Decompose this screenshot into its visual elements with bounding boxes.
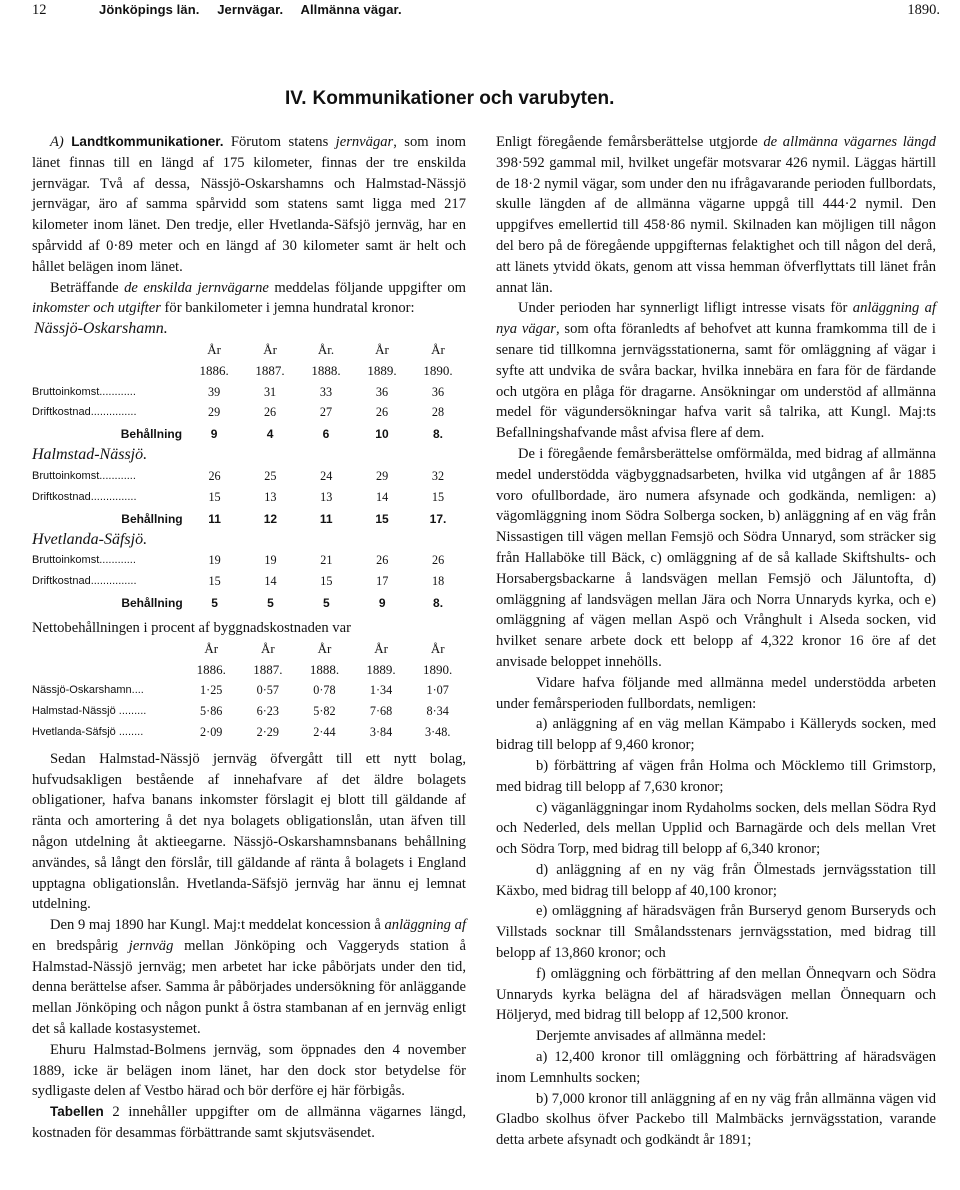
cell: 33: [319, 384, 333, 399]
cell: 17: [376, 574, 389, 589]
paragraph: [32, 915, 466, 1040]
paragraph: [32, 132, 466, 278]
row-label: Behållning: [121, 511, 183, 526]
row-label: Bruttoinkomst............: [32, 469, 136, 482]
row-label: Bruttoinkomst............: [32, 385, 136, 398]
year-label: År: [430, 640, 445, 656]
table-row: [32, 466, 466, 487]
cell: 28: [431, 405, 445, 420]
cell: 2·44: [313, 724, 336, 739]
cell: 26: [431, 553, 445, 568]
cell: 8.: [432, 427, 443, 442]
cell: 36: [375, 384, 389, 399]
railway-table: [32, 550, 466, 614]
cell: 10: [375, 427, 389, 442]
cell: 1·34: [369, 683, 393, 698]
year-value: 1888.: [309, 661, 340, 677]
running-header: [32, 2, 940, 26]
section-numeral: IV.: [285, 88, 307, 109]
paragraph: [32, 1102, 466, 1144]
year-value: 1888.: [311, 362, 341, 378]
list-item: a) 12,400 kronor till omläggning och förbättring af häradsvägen inom Lemnhults socken;: [496, 1049, 936, 1086]
italic-run: de enskilda jernvägarne: [124, 279, 269, 296]
cell: 5: [211, 596, 218, 611]
cell: 27: [319, 405, 333, 420]
cell: 9: [210, 427, 218, 442]
italic-run: de allmänna vägarnes längd: [763, 134, 936, 150]
section-title: [285, 88, 620, 110]
cell: 2·09: [200, 724, 223, 739]
text-run: , som ofta föranledts af behofvet att kunna framkomma till de i senare tid tillkomna jernvägsstationerna, samt för omläggning af vägar i syfte att undvika de svåra backar, hvilka innebära en fara för de färdande och utgöra en plåga för dragarne. Ansökningar om understöd af allmänna medel för vägundersökningar hafva varit så talrika, att Kungl. Maj:ts Befallningshafvande måst afvisa flere af dem.: [496, 321, 936, 442]
italic-run: jernvägar: [335, 134, 394, 150]
list-item: b) 7,000 kronor till anläggning af en ny väg från allmänna vägen vid Gladbo skolhus öfver Packebo till Malmbäcks jernvägsstation, varande detta arbete afsynadt och godkändt år 1891;: [496, 1090, 936, 1149]
paragraph: [496, 132, 936, 298]
row-label: Hvetlanda-Säfsjö ........: [32, 725, 144, 738]
cell: 29: [375, 468, 389, 483]
table-row: [32, 701, 466, 722]
header-year: 1890.: [907, 2, 940, 18]
cell: 31: [263, 384, 277, 399]
list-item: e) omläggning af häradsvägen från Burseryd genom Burseryds och Villstads socknar till Smålandsstenars jernvägsstation, med bidrag till belopp af 13,860 kronor; och: [496, 903, 936, 962]
row-label: Nässjö-Oskarshamn....: [32, 684, 144, 697]
cell: 13: [264, 489, 277, 504]
table-row: [32, 592, 466, 614]
italic-run: anläggning af: [384, 917, 466, 934]
year-label: År: [431, 341, 445, 357]
year-label: År: [374, 640, 388, 656]
running-title-part: Allmänna vägar.: [300, 2, 402, 17]
table-title: Hvetlanda-Säfsjö.: [32, 530, 148, 548]
cell: 11: [208, 511, 221, 526]
cell: 8·34: [426, 704, 449, 719]
row-label: Halmstad-Nässjö .........: [32, 705, 147, 718]
year-value: 1887.: [255, 362, 285, 378]
year-label: År: [375, 341, 389, 357]
paragraph: [32, 278, 466, 320]
cell: 9: [378, 596, 386, 611]
cell: 12: [263, 511, 278, 526]
cell: 14: [264, 574, 277, 589]
row-label: Behållning: [120, 427, 183, 442]
year-value: 1890.: [423, 362, 453, 378]
table-row: [32, 423, 466, 445]
table-row: [32, 402, 466, 423]
year-value: 1887.: [253, 661, 283, 677]
row-label: Driftkostnad...............: [32, 575, 137, 588]
running-title-part: Jönköpings län.: [99, 2, 200, 17]
cell: 2·29: [256, 724, 279, 739]
cell: 1·25: [200, 683, 223, 698]
table-row: [32, 382, 466, 403]
running-title-part: Jernvägar.: [217, 2, 284, 17]
text-run: för bankilometer i jemna hundratal kronor:: [160, 300, 415, 317]
netto-heading: Nettobehållningen i procent af byggnadskostnaden var: [32, 619, 351, 636]
table-row: [32, 508, 466, 530]
cell: 6·23: [256, 704, 279, 719]
text-run: mellan Jönköping och Vaggeryds station å Halmstad-Nässjö jernväg; men arbetet har icke påbörjats under den tid, denna berättelse afser. Samma år påbörjades undersökning för anläggande mellan Jönköping och någon punkt å östra stambanan af en jernväg enligt det så kallade kostasystemet.: [32, 937, 466, 1038]
cell: 36: [431, 384, 445, 399]
table-header-row: [32, 340, 466, 361]
year-value: 1889.: [366, 661, 396, 677]
cell: 15: [320, 574, 333, 589]
bold-run: Tabellen: [50, 1104, 104, 1120]
table-header-row: [32, 660, 466, 681]
text-run: en bredspårig: [32, 937, 129, 954]
text-run: Enligt föregående femårsberättelse utgjorde: [496, 134, 764, 150]
running-title: [99, 2, 416, 17]
cell: 15: [431, 489, 445, 504]
cell: 25: [264, 468, 277, 483]
text-run: Beträffande: [50, 279, 125, 296]
year-label: År: [207, 341, 221, 357]
cell: 39: [207, 384, 221, 399]
netto-table: [32, 639, 466, 743]
list-item: f) omläggning och förbättring af den mellan Önneqvarn och Södra Unnaryds kyrka belägna del af häradsvägen mellan Önnequarn och Höljeryd, med bidrag till belopp af 12,500 kronor.: [496, 965, 936, 1024]
table-title: Nässjö-Oskarshamn.: [34, 320, 168, 338]
cell: 15: [208, 574, 221, 589]
cell: 14: [375, 489, 389, 504]
text-run: Förutom statens: [223, 134, 336, 150]
text-run: meddelas följande uppgifter om: [268, 279, 466, 296]
cell: 19: [264, 553, 277, 568]
year-label: År: [260, 640, 275, 656]
table-row: [32, 722, 466, 743]
subsection-heading: Landtkommunikationer.: [71, 134, 224, 149]
row-label: Driftkostnad...............: [32, 490, 137, 503]
text-run: , som inom länet finnas till en längd af 175 kilometer, finnas der tre enskilda jernvägar. Två af dessa, Nässjö-Oskarshamns och Halmstad-Nässjö jernvägar, äro af samma spårvidd som statens samt ligga med 217 kilometer inom länet. Den tredje, eller Hvetlanda-Säfsjö jernväg, har en spårvidd af 0·89 meter och en längd af 30 kilometer samt är helt och hållet belägen inom länet.: [32, 134, 466, 275]
cell: 6: [322, 427, 330, 442]
cell: 0·78: [313, 683, 336, 698]
list-item: d) anläggning af en ny väg från Ölmestads jernvägsstation till Käxbo, med bidrag till belopp af 40,100 kronor;: [496, 861, 936, 899]
cell: 19: [208, 553, 221, 568]
italic-run: jernväg: [128, 937, 174, 954]
cell: 5: [267, 596, 274, 611]
railway-table: [32, 466, 466, 530]
left-column: [32, 132, 466, 1144]
paragraph: [496, 298, 936, 444]
year-value: 1886.: [196, 661, 226, 677]
cell: 15: [208, 489, 221, 504]
year-label: År.: [317, 341, 335, 357]
year-label: År: [204, 640, 219, 656]
cell: 5·86: [200, 704, 223, 719]
table-header-row: [32, 361, 466, 382]
cell: 8.: [433, 596, 444, 611]
cell: 1·07: [426, 683, 449, 698]
list-item: b) förbättring af vägen från Holma och Möcklemo till Grimstorp, med bidrag till belopp af 7,630 kronor;: [496, 757, 936, 795]
cell: 3·84: [369, 724, 393, 739]
text-run: Den 9 maj 1890 har Kungl. Maj:t meddelat koncession å: [50, 917, 385, 934]
text-run: Under perioden har synnerligt lifligt intresse visats för: [518, 300, 853, 317]
italic-run: anläggning af nya vägar: [496, 300, 937, 338]
cell: 29: [207, 405, 221, 420]
cell: 11: [319, 511, 333, 526]
cell: 18: [431, 574, 445, 589]
cell: 5·82: [313, 704, 336, 719]
paragraph: Sedan Halmstad-Nässjö jernväg öfvergått till ett nytt bolag, hufvudsakligen bestående af innehafvare af det äldre bolagets obligationer, hafva banans inkomster förslagit ej blott till gäldande af ränta och amortering å det nya bolagets obligationslån, utan äfven till någon utdelning åt aktieegarne. Nässjö-Oskarshamnsbanans behållning användes, så långt den förslår, till gäldande af ränta å bolagets i England upptagna obligationslån. Hvetlanda-Säfsjö jernväg har ännu ej lemnat utdelning.: [32, 750, 466, 913]
paragraph: Ehuru Halmstad-Bolmens jernväg, som öppnades den 4 november 1889, icke är belägen inom länet, har den dock stor betydelse för sydligaste delen af Vestbo härad och bör derföre ej här förbigås.: [32, 1041, 466, 1100]
paragraph: Derjemte anvisades af allmänna medel:: [536, 1028, 767, 1045]
cell: 26: [375, 405, 389, 420]
right-column: [496, 132, 936, 1151]
letter-label: A): [50, 134, 64, 150]
cell: 3·48.: [424, 724, 451, 739]
list-item: c) väganläggningar inom Rydaholms socken, dels mellan Södra Ryd och Nederled, dels mellan Upplid och Barnagärde och dels mellan Vret och Södra Torp, med bidrag till belopp af 6,340 kronor;: [496, 799, 936, 858]
text-run: 398·592 gammal mil, hvilket ungefär motsvarar 426 nymil. Läggas härtill de 18·2 nymil vägar, som under den nu ifrågavarande perioden fullbordats, skulle längden af de allmänna vägarne uppgå till 444·2 nymil. Den uppgifves emellertid till 458·86 nymil. Skilnaden kan möjligen till någon del bero på de föregående uppgifternas felaktighet och till någon del derå, att länets ytvidd ökats, genom att vissa hemman öfverflyttats till länet från annat län.: [496, 154, 936, 296]
cell: 24: [320, 468, 333, 483]
cell: 7·68: [369, 704, 393, 719]
cell: 4: [266, 427, 274, 442]
cell: 15: [375, 511, 389, 526]
list-item: a) anläggning af en väg mellan Kämpabo i Källeryds socken, med bidrag till belopp af 9,460 kronor;: [496, 716, 936, 754]
paragraph: De i föregående femårsberättelse omförmälda, med bidrag af allmänna medel understödda vägbyggnadsarbeten, hvilka vid utgången af år 1885 voro ofullbordade, äro numera afsynade och godkända, nemligen: a) vägomläggning inom Södra Solberga socken, b) anläggning af en väg från Nissastigen till vägen mellan Femsjö och Södra Unnaryd, som sträcker sig från Hallaböke till Bäck, c) omläggning af de så kallade Skiftshults- och Horsabergsbackarne å landsvägen mellan Femsjö och Jäluntofta, d) omläggning af landsvägen mellan Jära och Norra Unnaryds kyrka, och e) omläggning af vägen mellan Aspö och Vrånghult i Alseda socken, vid hvilket senare arbete dock ett belopp af 4,322 kronor 16 öre af det anvisade beloppet innehölls.: [496, 445, 936, 670]
table-header-row: [32, 639, 466, 660]
table-row: [32, 680, 466, 701]
cell: 26: [208, 468, 221, 483]
cell: 26: [376, 553, 389, 568]
cell: 17.: [429, 511, 447, 526]
row-label: Bruttoinkomst............: [32, 554, 136, 567]
row-label: Behållning: [121, 596, 183, 611]
year-value: 1890.: [423, 661, 453, 677]
year-label: År: [263, 341, 277, 357]
page-number: 12: [32, 2, 47, 18]
cell: 26: [263, 405, 277, 420]
italic-run: inkomster och utgifter: [32, 300, 161, 317]
table-title: Halmstad-Nässjö.: [32, 446, 148, 464]
year-value: 1889.: [367, 362, 397, 378]
section-heading: Kommunikationer och varubyten.: [312, 88, 615, 109]
cell: 21: [320, 553, 333, 568]
row-label: Driftkostnad...............: [32, 406, 137, 419]
table-row: [32, 487, 466, 508]
year-value: 1886.: [199, 362, 229, 378]
cell: 32: [431, 468, 445, 483]
railway-table: [32, 340, 466, 445]
cell: 0·57: [256, 683, 279, 698]
cell: 13: [320, 489, 333, 504]
table-row: [32, 550, 466, 571]
year-label: År: [317, 640, 332, 656]
text-run: 2 innehåller uppgifter om de allmänna vägarnes längd, kostnaden för desammas förbättrande samt skjutsväsendet.: [32, 1104, 466, 1142]
table-row: [32, 571, 466, 592]
cell: 5: [322, 596, 330, 611]
paragraph: Vidare hafva följande med allmänna medel understödda arbeten under femårsperioden fullbordats, nemligen:: [496, 674, 936, 712]
